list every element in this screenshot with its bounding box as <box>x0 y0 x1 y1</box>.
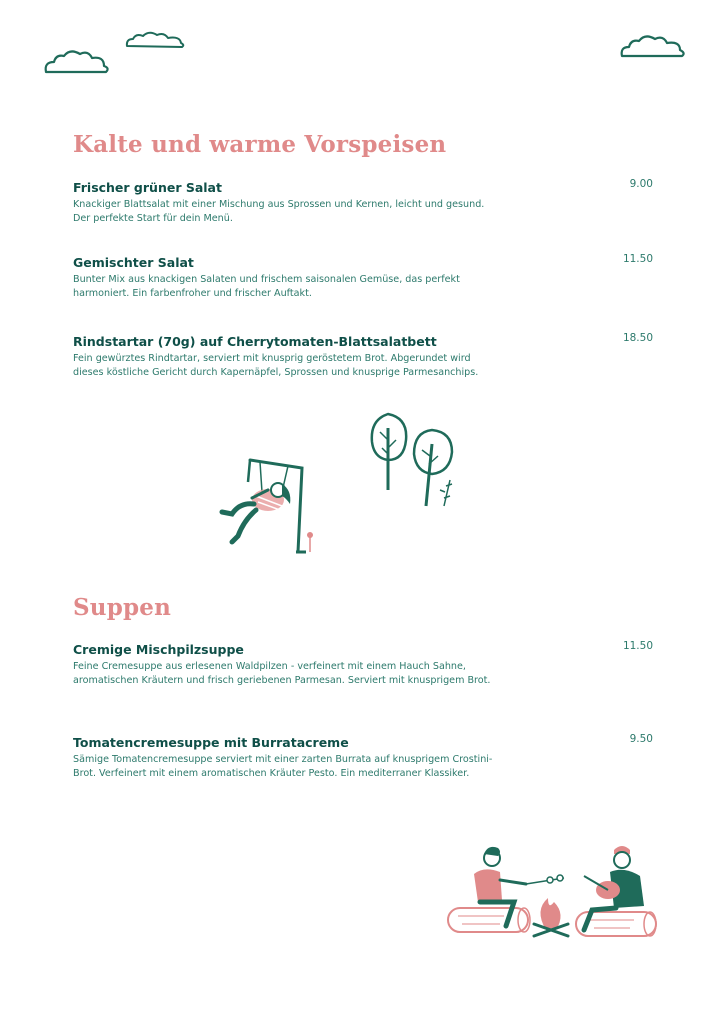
menu-item <box>73 255 653 301</box>
cloud-icon-right <box>618 32 688 62</box>
menu-item-name: Cremige Mischpilzsuppe <box>73 642 244 657</box>
menu-item-description: Sämige Tomatencremesuppe serviert mit einer zarten Burrata auf knusprigem Crostini- Brot. Verfeinert mit einem aromatischen Kräuter Pesto. Ein mediterraner Klassiker. <box>73 754 493 779</box>
cloud-icon-middle <box>124 30 186 52</box>
menu-item-price: 9.00 <box>629 178 653 190</box>
menu-item-description: Knackiger Blattsalat mit einer Mischung aus Sprossen und Kernen, leicht und gesund. Der perfekte Start für dein Menü. <box>73 199 485 224</box>
menu-item <box>73 180 653 226</box>
menu-item-description: Fein gewürztes Rindtartar, serviert mit knusprig geröstetem Brot. Abgerundet wird dieses köstliche Gericht durch Kapernäpfel, Sprossen und knusprige Parmesanchips. <box>73 353 479 378</box>
menu-item-name: Rindstartar (70g) auf Cherrytomaten-Blattsalatbett <box>73 334 437 349</box>
menu-item-description: Feine Cremesuppe aus erlesenen Waldpilzen - verfeinert mit einem Hauch Sahne, aromatischen Kräutern und frisch geriebenen Parmesan. Serviert mit knusprigem Brot. <box>73 661 491 686</box>
menu-item-name: Tomatencremesuppe mit Burratacreme <box>73 735 349 750</box>
campfire-illustration <box>444 840 660 944</box>
menu-item <box>73 642 653 688</box>
menu-item-price: 9.50 <box>629 733 653 745</box>
menu-item-price: 11.50 <box>622 640 653 652</box>
cloud-icon-left <box>42 46 112 78</box>
menu-item <box>73 735 653 781</box>
section-title-suppen: Suppen <box>73 594 172 621</box>
swing-illustration <box>210 452 320 558</box>
menu-item <box>73 334 653 380</box>
menu-item-price: 11.50 <box>622 253 653 265</box>
trees-illustration <box>366 410 466 510</box>
menu-item-price: 18.50 <box>622 332 653 344</box>
menu-item-description: Bunter Mix aus knackigen Salaten und frischem saisonalen Gemüse, das perfekt harmoniert. Ein farbenfroher und frischer Auftakt. <box>73 274 460 299</box>
section-title-vorspeisen: Kalte und warme Vorspeisen <box>73 131 447 158</box>
menu-item-name: Gemischter Salat <box>73 255 194 270</box>
menu-item-name: Frischer grüner Salat <box>73 180 222 195</box>
